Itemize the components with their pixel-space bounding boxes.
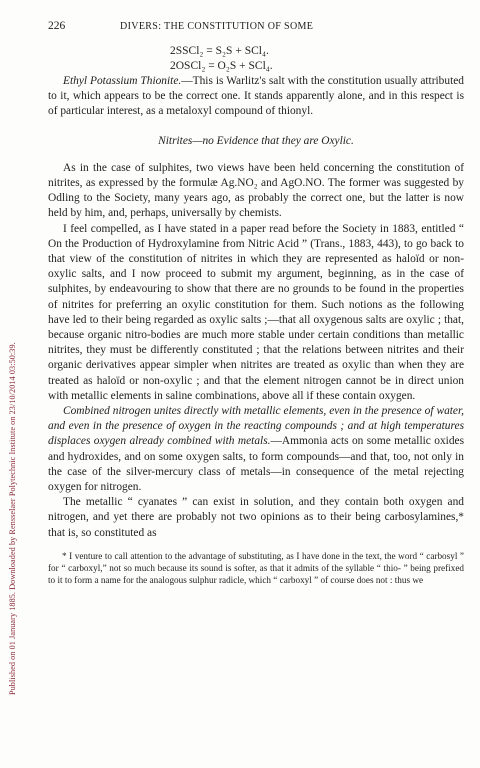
equation: 2OSCl₂ = O₂S + SCl₄.: [170, 60, 273, 72]
page-number: 226: [48, 20, 66, 32]
footnote-text: * I venture to call attention to the advantage of substituting, as I have done in the text, the word “ carbosyl ” for “ carboxyl,” not so much because its sound is softer, as that it admits of the syllable “ thio- ” being prefixed to it to form a name for the analogous sulphur radicle, which “ carboxyl ” of course does not : thus we: [48, 550, 464, 585]
paragraph-body: —Ammonia acts on some metallic oxides and hydroxides, and on some oxygen salts, to form compounds—and that, too, not only in the case of the silver-mercury class of metals—in consequence of the metal rejecting oxygen for nitrogen.: [48, 435, 464, 494]
equation: 2SSCl₂ = S₂S + SCl₄.: [170, 45, 269, 57]
paragraph: I feel compelled, as I have stated in a paper read before the Society in 1883, entitled “ On the Production of Hydroxylamine from Nitric Acid ” (Trans., 1883, 443), to go back to that view of the constitution of nitrites in which they are represented as haloïd or non-oxylic salts, and I now proceed to submit my argument, beginning, as in the case of sulphites, by endeavouring to show that there are no grounds to be found in the properties of nitrites for preferring an oxylic constitution for them. Such notions as the following have led to their being regarded as oxylic salts ;—that all oxygenous salts are oxylic ; that, because organic nitro-bodies are much more stable under certain conditions than metallic nitrites, they must be differently constituted ; that the relations between nitrites and their organic derivatives appear simpler when nitrites are treated as oxylic than when they are treated as haloïd or non-oxylic ; and that the element nitrogen cannot be in direct union with metallic elements in saline combinations, above all if these contain oxygen.: [48, 222, 464, 402]
section-heading: Nitrites—no Evidence that they are Oxylic.: [158, 134, 354, 147]
body-text: [48, 74, 464, 541]
publication-stamp: [8, 55, 18, 695]
paragraph-combined-nitrogen: [48, 404, 464, 495]
paragraph-lead-heading: Combined nitrogen unites directly with metallic elements, even in the presence of water, and even in the presence of oxygen in the reacting compounds ; and at high temperatures displaces oxygen already combined with metals.: [48, 405, 464, 448]
paragraph: The metallic “ cyanates ” can exist in solution, and they contain both oxygen and nitrogen, and yet there are probably not two opinions as to their being carbosylamines,* that is, so constituted as: [48, 496, 464, 539]
paragraph: As in the case of sulphites, two views have been held concerning the constitution of nitrites, as expressed by the formulæ Ag.NO₂ and AgO.NO. The former was suggested by Odling to the Society, many years ago, as probably the correct one, but the latter is now held by him, and, perhaps, universally by chemists.: [48, 161, 464, 220]
running-head: DIVERS: THE CONSTITUTION OF SOME: [120, 21, 314, 32]
footnote: [48, 550, 464, 586]
paragraph-ethyl-potassium-thionite: [48, 74, 464, 120]
paragraph-body: —This is Warlitz's salt with the constitution usually attributed to it, which appears to be the correct one. It stands apparently alone, and in this respect is of particular interest, as a metaloxyl compound of thionyl.: [48, 75, 464, 118]
article-page: [48, 20, 464, 586]
paragraph-lead-heading: Ethyl Potassium Thionite.: [63, 75, 182, 87]
equation-block: [48, 44, 464, 74]
publication-stamp-text: Published on 01 January 1885. Downloaded by Rensselaer Polytechnic Institute on 23/10/2014 03:50:39.: [8, 342, 17, 695]
page-header: [48, 20, 464, 38]
